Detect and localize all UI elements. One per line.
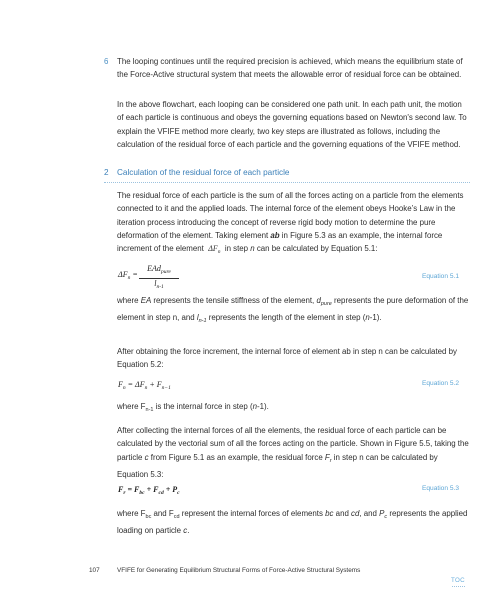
paragraph-residual-intro: The residual force of each particle is the sum of all the forces acting on a particle from the elements connected to it and the applied loads. The internal force of the element obeys Hooke’s Law in the iteration process introducing the concept of reverse rigid body motion to determine the pure deformation of the element. Taking element ab in Figure 5.3 as an example, the internal force increment of the element $\Delta F_n$ in step n can be calculated by Equation 5.1: bbox=[117, 191, 464, 256]
equation-5-1-numerator: EAd$_{pure}$ bbox=[139, 264, 179, 279]
equation-5-1-label: Equation 5.1 bbox=[421, 273, 459, 280]
equation-5-2: $F_n = \Delta F_n + F_{n-1}$ bbox=[118, 380, 171, 391]
section-divider bbox=[104, 182, 470, 183]
paragraph-vectorial-sum: After collecting the internal forces of all the elements, the residual force of each particle can be calculated by the vectorial sum of all the forces acting on the particle. Shown in Figure 5.5, taking the particle c from Figure 5.1 as an example, the residual force $F_r$ in step n can be calculated by Equation 5.3: bbox=[117, 426, 469, 479]
paragraph-loop-end: The looping continues until the required precision is achieved, which means the equilibrium state of the Force-Active structural system that meets the allowable error of residual force can be obtained. bbox=[117, 57, 463, 80]
paragraph-fbc-definition: where $F_{bc}$ and $F_{cd}$ represent the internal forces of elements bc and cd, and $P_c$ represents the applied loading on particle c. bbox=[117, 509, 468, 536]
equation-5-3: $F_r = F_{bc} + F_{cd} + P_c$ bbox=[118, 485, 180, 496]
toc-underline bbox=[452, 586, 465, 587]
paragraph-ea-definition: where EA represents the tensile stiffness of the element, $d_{pure}$ represents the pure deformation of the element in step n, and $l_{n-1}$ represents the length of the element in step (n-1). bbox=[117, 296, 469, 325]
section-number: 2 bbox=[104, 168, 109, 177]
equation-5-1-fraction bbox=[139, 264, 179, 292]
equation-5-2-label: Equation 5.2 bbox=[421, 380, 459, 387]
section-title: Calculation of the residual force of each particle bbox=[117, 168, 290, 177]
equation-5-1-lhs: $\Delta F_n$ = bbox=[118, 270, 138, 281]
paragraph-force-increment: After obtaining the force increment, the internal force of element ab in step n can be calculated by Equation 5.2: bbox=[117, 347, 457, 370]
equation-5-3-label: Equation 5.3 bbox=[421, 485, 459, 492]
paragraph-fn1-definition: where $F_{n-1}$ is the internal force in step (n-1). bbox=[117, 402, 269, 413]
equation-5-1-denominator: $l_{n-1}$ bbox=[154, 279, 164, 290]
paragraph-path-unit: In the above flowchart, each looping can be considered one path unit. In each path unit, the motion of each particle is continuous and obeys the governing equations based on Newton's second law. To explain the VFIFE method more clearly, two key steps are illustrated as follows, including the calculation of the residual force of each particle and the governing equations of the VFIFE method. bbox=[117, 100, 467, 149]
page-number: 107 bbox=[89, 567, 100, 574]
toc-link[interactable]: TOC bbox=[451, 577, 465, 584]
running-title: VFIFE for Generating Equilibrium Structural Forms of Force-Active Structural Systems bbox=[117, 567, 361, 574]
list-marker: 6 bbox=[104, 57, 109, 66]
